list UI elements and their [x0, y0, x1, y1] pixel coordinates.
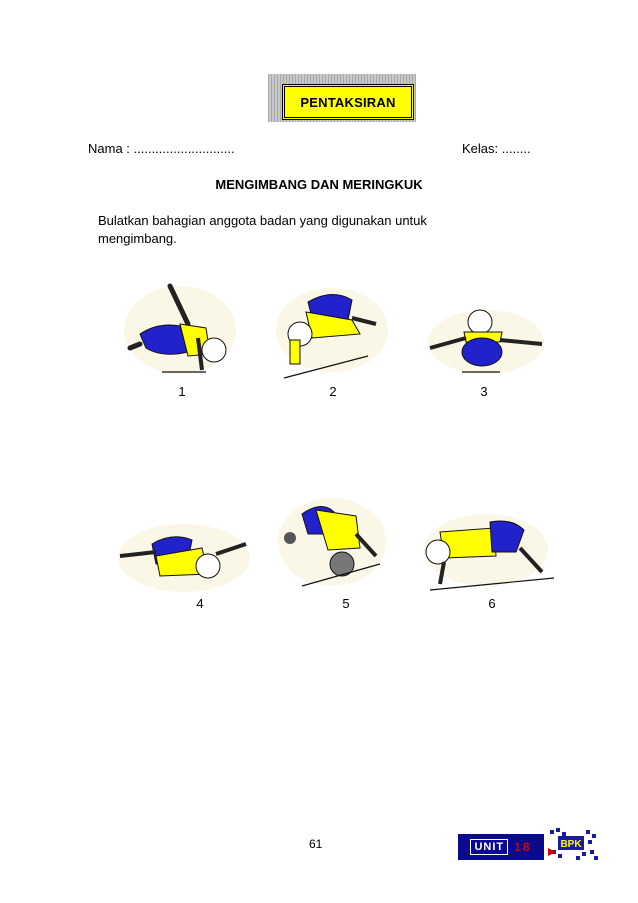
instruction-text: Bulatkan bahagian anggota badan yang digunakan untuk mengimbang. — [98, 213, 427, 246]
class-field-label: Kelas: ........ — [462, 141, 531, 156]
unit-number: 18 — [514, 840, 532, 854]
figure-3-label: 3 — [480, 384, 488, 399]
name-field-label: Nama : ............................ — [88, 141, 235, 156]
unit-badge — [458, 834, 544, 860]
bpk-logo-icon — [548, 826, 600, 862]
figure-6-balance-pose-icon — [420, 508, 556, 594]
figure-1-balance-pose-icon — [118, 278, 238, 378]
figure-4-balance-pose-icon — [112, 518, 252, 594]
figure-2-label: 2 — [329, 384, 337, 399]
figure-6-label: 6 — [488, 596, 496, 611]
figure-4-label: 4 — [196, 596, 204, 611]
assessment-badge: PENTAKSIRAN — [282, 84, 414, 120]
unit-label: UNIT — [470, 839, 508, 855]
page-title: MENGIMBANG DAN MERINGKUK — [215, 177, 423, 192]
figure-5-balance-pose-icon — [272, 494, 388, 592]
figure-2-balance-pose-icon — [272, 284, 392, 384]
logo-text: BPK — [560, 839, 582, 850]
figure-1-label: 1 — [178, 384, 186, 399]
figure-5-label: 5 — [342, 596, 350, 611]
page-number: 61 — [309, 837, 323, 851]
figure-3-balance-pose-icon — [424, 296, 548, 378]
